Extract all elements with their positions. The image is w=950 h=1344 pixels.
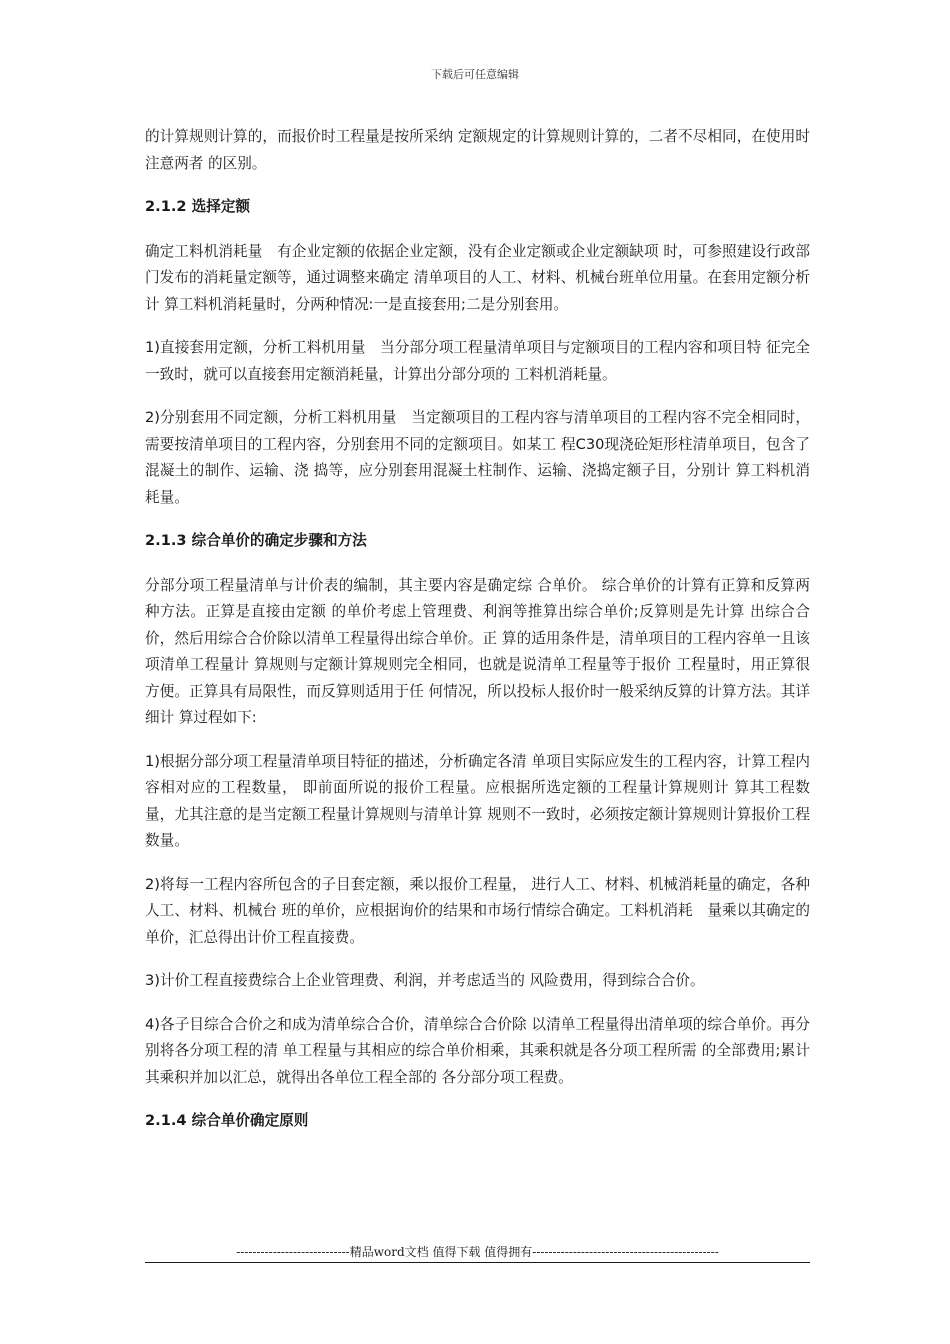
paragraph-continuation: 的计算规则计算的，而报价时工程量是按所采纳 定额规定的计算规则计算的，二者不尽相同，在使用时注意两者 的区别。 [145,128,810,172]
section-heading-2-1-2: 2.1.2 选择定额 [145,198,251,215]
page-header: 下载后可任意编辑 [431,68,519,81]
paragraph-step-2: 2)将每一工程内容所包含的子目套定额，乘以报价工程量， 进行人工、材料、机械消耗量的确定，各种人工、材料、机械台 班的单价，应根据询价的结果和市场行情综合确定。工料机消耗 量乘以其确定的单价，汇总得出计价工程直接费。 [145,875,810,946]
paragraph-unit-price-methods: 分部分项工程量清单与计价表的编制，其主要内容是确定综 合单价。 综合单价的计算有正算和反算两种方法。正算是直接由定额 的单价考虑上管理费、利润等推算出综合单价;反算则是先计算 出综合合价，然后用综合合价除以清单工程量得出综合单价。正 算的适用条件是，清单项目的工程内容单一且该项清单工程量计 算规则与定额计算规则完全相同，也就是说清单工程量等于报价 工程量时，用正算很方便。正算具有局限性，而反算则适用于任 何情况，所以投标人报价时一般采纳反算的计算方法。其详细计 算过程如下: [145,576,810,726]
paragraph-step-4: 4)各子目综合合价之和成为清单综合合价，清单综合合价除 以清单工程量得出清单项的综合单价。再分别将各分项工程的清 单工程量与其相应的综合单价相乘，其乘积就是各分项工程所需 的全部费用;累计其乘积并加以汇总，就得出各单位工程全部的 各分部分项工程费。 [145,1015,810,1086]
paragraph-step-3: 3)计价工程直接费综合上企业管理费、利润，并考虑适当的 风险费用，得到综合合价。 [145,972,705,989]
paragraph-step-1: 1)根据分部分项工程量清单项目特征的描述，分析确定各清 单项目实际应发生的工程内容，计算工程内容相对应的工程数量， 即前面所说的报价工程量。应根据所选定额的工程量计算规则计 算其工程数量，尤其注意的是当定额工程量计算规则与清单计算 规则不一致时，必须按定额计算规则计算报价工程数量。 [145,752,810,849]
section-heading-2-1-4: 2.1.4 综合单价确定原则 [145,1112,309,1129]
paragraph-direct-apply: 1)直接套用定额，分析工料机用量 当分部分项工程量清单项目与定额项目的工程内容和项目特 征完全一致时，就可以直接套用定额消耗量，计算出分部分项的 工料机消耗量。 [145,339,810,383]
paragraph-separate-apply: 2)分别套用不同定额，分析工料机用量 当定额项目的工程内容与清单项目的工程内容不完全相同时， 需要按清单项目的工程内容，分别套用不同的定额项目。如某工 程C30现浇砼矩形柱清单项目，包含了混凝土的制作、运输、浇 捣等，应分别套用混凝土柱制作、运输、浇捣定额子目，分别计 算工料机消耗量。 [145,409,810,506]
paragraph-determine-consumption: 确定工料机消耗量 有企业定额的依据企业定额，没有企业定额或企业定额缺项 时，可参照建设行政部门发布的消耗量定额等，通过调整来确定 清单项目的人工、材料、机械台班单位用量。在套用定额分析计 算工料机消耗量时，分两种情况:一是直接套用;二是分别套用。 [145,242,810,313]
section-heading-2-1-3: 2.1.3 综合单价的确定步骤和方法 [145,532,367,549]
footer-divider [145,1262,810,1263]
document-body [145,124,810,1153]
page-footer: ----------------------------精品word文档 值得下载 值得拥有---------------------------------------------- [236,1245,719,1259]
